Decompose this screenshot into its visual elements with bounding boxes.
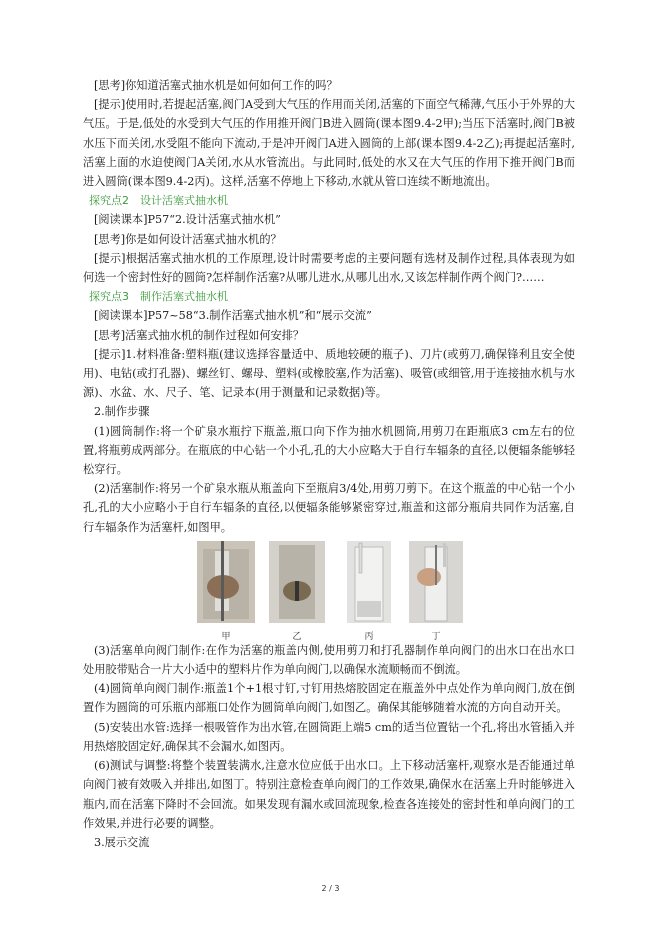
photo-image — [269, 541, 325, 623]
photo-caption: 乙 — [292, 632, 302, 643]
document-body — [83, 76, 575, 852]
paragraph: [思考]活塞式抽水机的制作过程如何安排？ — [94, 328, 305, 342]
section-heading: 探究点3 制作活塞式抽水机 — [89, 290, 228, 304]
paragraph: [阅读课本]P57~58“3.制作活塞式抽水机”和“展示交流” — [94, 309, 372, 323]
photo-image — [347, 541, 391, 623]
photo-image — [409, 541, 463, 623]
paragraph: 2.制作步骤 — [94, 405, 150, 419]
photo-caption: 丙 — [364, 632, 374, 643]
photo-caption: 甲 — [221, 632, 231, 643]
paragraph: [思考]你是如何设计活塞式抽水机的？ — [94, 232, 282, 246]
paragraph: (6)测试与调整:将整个装置装满水,注意水位应低于出水口。上下移动活塞杆,观察水是否能通过单向阀门被有效吸入并排出,如图丁。特别注意检查单向阀门的工作效果,确保水在活塞上升时能够进入瓶内,而在活塞下降时不会回流。如果发现有漏水或回流现象,检查各连接处的密封性和单向阀门的工作效果,并进行必要的调整。 — [83, 759, 575, 830]
section-heading: 探究点2 设计活塞式抽水机 — [89, 194, 228, 208]
paragraph: 3.展示交流 — [94, 835, 150, 849]
photo-yi — [269, 541, 325, 643]
photo-ding — [409, 541, 463, 643]
figure-photos — [83, 541, 575, 643]
paragraph: (2)活塞制作:将另一个矿泉水瓶从瓶盖向下至瓶肩3/4处,用剪刀剪下。在这个瓶盖的中心钻一个小孔,孔的大小应略小于自行车辐条的直径,以便辐条能够紧密穿过,瓶盖和这部分瓶肩共同作为活塞,自行车辐条作为活塞杆,如图甲。 — [83, 482, 575, 534]
page-number: 2 / 3 — [321, 884, 340, 893]
paragraph: [思考]你知道活塞式抽水机是如何如何工作的吗？ — [94, 79, 338, 92]
paragraph: [提示]1.材料准备:塑料瓶(建议选择容量适中、质地较硬的瓶子)、刀片(或剪刀,确保锋利且安全使用)、电钻(或打孔器)、螺丝钉、螺母、塑料(或橡胶塞,作为活塞)、吸管(或细管,用于连接抽水机与水源)、水盆、水、尺子、笔、记录本(用于测量和记录数据)等。 — [83, 347, 575, 400]
paragraph: (5)安装出水管:选择一根吸管作为出水管,在圆筒距上端5 cm的适当位置钻一个孔,将出水管插入并用热熔胶固定好,确保其不会漏水,如图丙。 — [83, 720, 575, 753]
photo-bing — [347, 541, 391, 643]
photo-caption: 丁 — [431, 632, 441, 643]
photo-image — [197, 541, 255, 623]
paragraph: [提示]使用时,若提起活塞,阀门A受到大气压的作用而关闭,活塞的下面空气稀薄,气压小于外界的大气压。于是,低处的水受到大气压的作用推开阀门B进入圆筒(课本图9.4-2甲);当压下活塞时,阀门B被水压下而关闭,水受阻不能向下流动,于是冲开阀门A进入圆筒的上部(课本图9.4-2乙);再提起活塞时,活塞上面的水迫使阀门A关闭,水从水管流出。与此同时,低处的水又在大气压的作用下推开阀门B而进入圆筒(课本图9.4-2丙)。这样,活塞不停地上下移动,水就从管口连续不断地流出。 — [83, 98, 575, 189]
paragraph: [提示]根据活塞式抽水机的工作原理,设计时需要考虑的主要问题有选材及制作过程,具体表现为如何选一个密封性好的圆筒?怎样制作活塞?从哪儿进水,从哪儿出水,又该怎样制作两个阀门?…… — [83, 251, 575, 285]
paragraph: (4)圆筒单向阀门制作:瓶盖1个+1根寸钉,寸钉用热熔胶固定在瓶盖外中点处作为单向阀门,放在倒置作为圆筒的可乐瓶内部瓶口处作为圆筒单向阀门,如图乙。确保其能够随着水流的方向自动开关。 — [83, 682, 575, 715]
paragraph: (3)活塞单向阀门制作:在作为活塞的瓶盖内侧,使用剪刀和打孔器制作单向阀门的出水口在出水口处用胶带贴合一片大小适中的塑料片作为单向阀门,以确保水流顺畅而不倒流。 — [83, 643, 575, 677]
paragraph: (1)圆筒制作:将一个矿泉水瓶拧下瓶盖,瓶口向下作为抽水机圆筒,用剪刀在距瓶底3 cm左右的位置,将瓶剪成两部分。在瓶底的中心钻一个小孔,孔的大小应略大于自行车辐条的直径,以便辐条能够轻松穿行。 — [83, 424, 575, 477]
paragraph: [阅读课本]P57“2.设计活塞式抽水机” — [94, 213, 281, 227]
photo-jia — [197, 541, 255, 643]
